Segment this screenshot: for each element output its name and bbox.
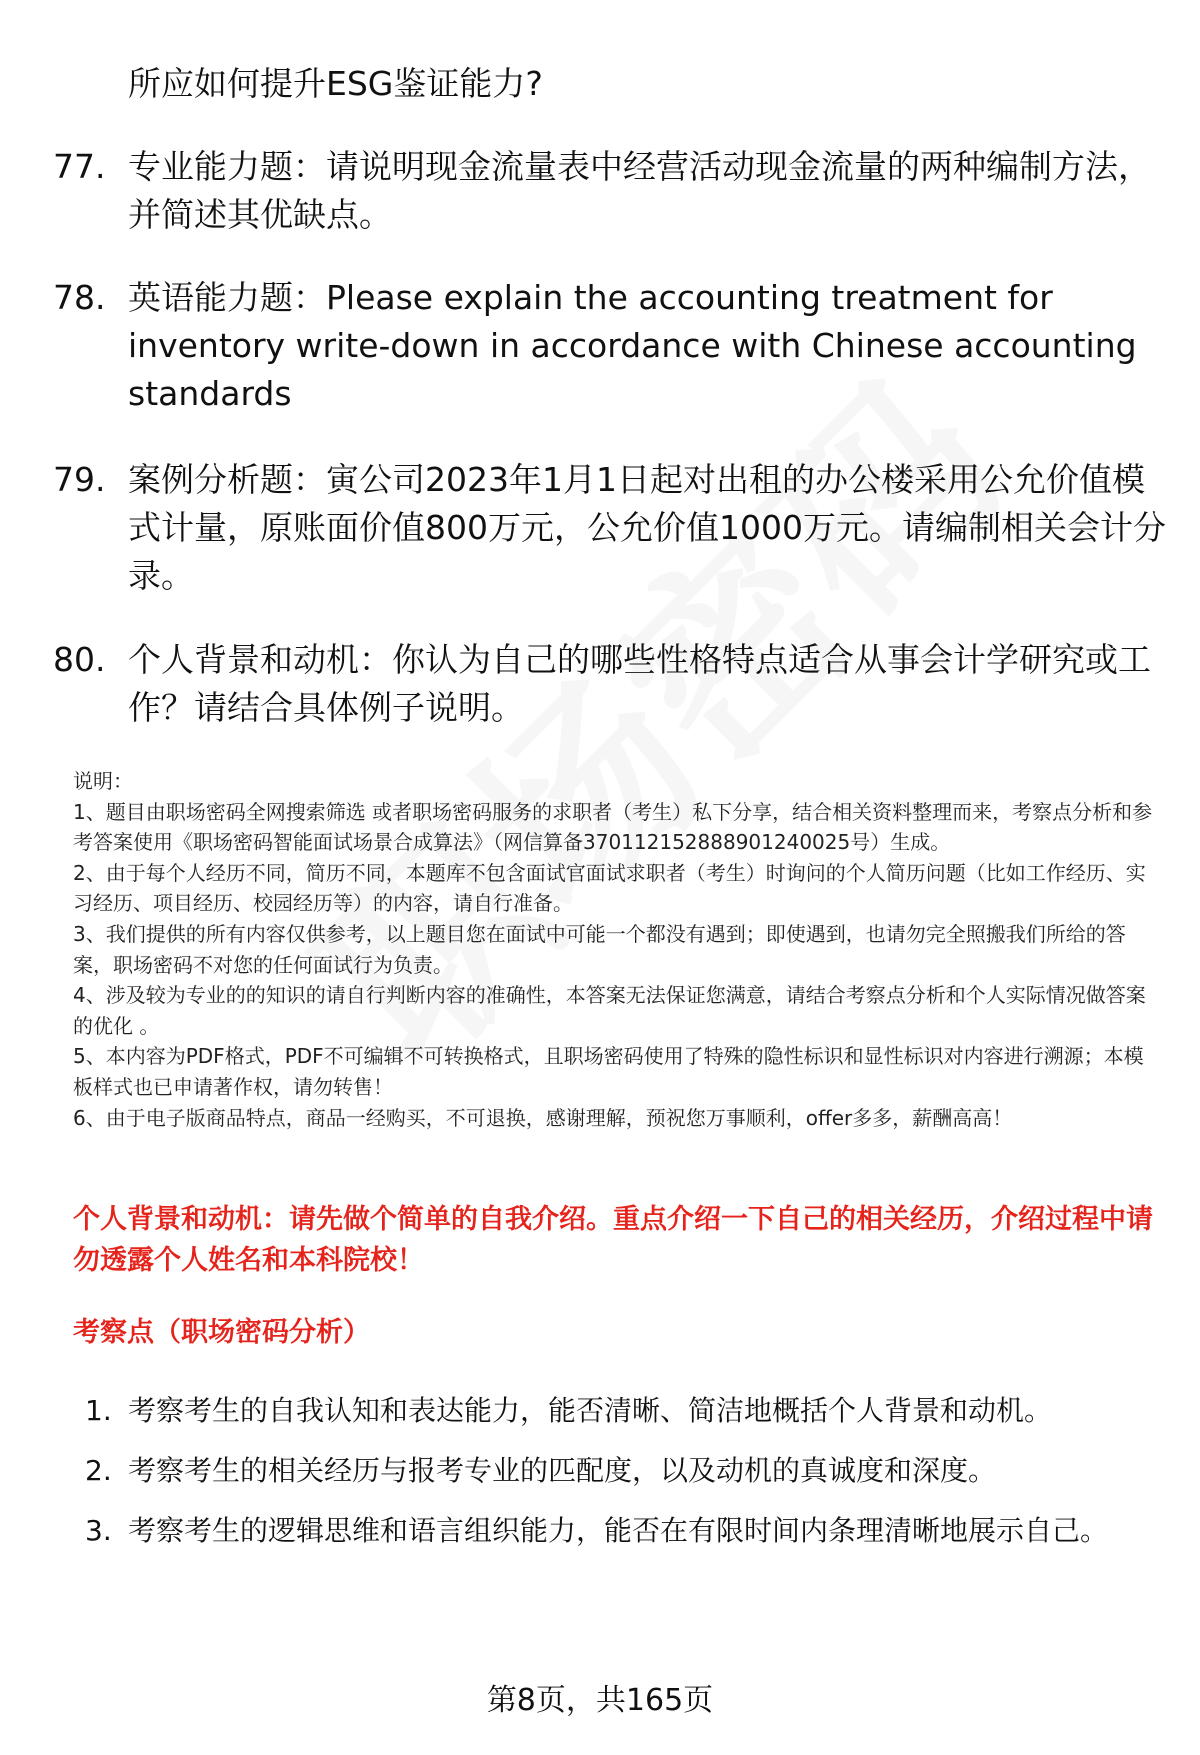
item-text: 考察考生的自我认知和表达能力，能否清晰、简洁地概括个人背景和动机。 xyxy=(128,1394,1053,1427)
analysis-heading: 考察点（职场密码分析） xyxy=(73,1317,370,1348)
note-item: 3、我们提供的所有内容仅供参考，以上题目您在面试中可能一个都没有遇到；即使遇到，也请勿完全照搬我们所给的答案，职场密码不对您的任何面试行为负责。 xyxy=(73,921,1126,977)
question-text: 案例分析题：寅公司2023年1月1日起对出租的办公楼采用公允价值模式计量，原账面价值800万元，公允价值1000万元。请编制相关会计分录。 xyxy=(128,460,1166,595)
question-text: 专业能力题：请说明现金流量表中经营活动现金流量的两种编制方法，并简述其优缺点。 xyxy=(128,147,1151,234)
question-number: 80. xyxy=(53,640,106,679)
page-footer: 第8页，共165页 xyxy=(486,1683,714,1718)
item-text: 考察考生的相关经历与报考专业的匹配度，以及动机的真诚度和深度。 xyxy=(128,1454,997,1487)
question-number: 79. xyxy=(53,460,106,499)
question-text: 个人背景和动机：你认为自己的哪些性格特点适合从事会计学研究或工作？请结合具体例子说明。 xyxy=(128,640,1151,727)
note-item: 6、由于电子版商品特点，商品一经购买，不可退换，感谢理解，预祝您万事顺利，offer多多，薪酬高高！ xyxy=(73,1105,1013,1130)
item-number: 3. xyxy=(85,1514,112,1547)
question-number: 77. xyxy=(53,147,106,186)
item-number: 1. xyxy=(85,1394,112,1427)
note-item: 5、本内容为PDF格式，PDF不可编辑不可转换格式，且职场密码使用了特殊的隐性标识和显性标识对内容进行溯源；本模板样式也已申请著作权，请勿转售！ xyxy=(73,1044,1144,1099)
item-number: 2. xyxy=(85,1454,112,1487)
note-item: 4、涉及较为专业的的知识的请自行判断内容的准确性，本答案无法保证您满意，请结合考察点分析和个人实际情况做答案的优化 。 xyxy=(73,983,1146,1038)
item-text: 考察考生的逻辑思维和语言组织能力，能否在有限时间内条理清晰地展示自己。 xyxy=(128,1514,1109,1547)
question-text: 所应如何提升ESG鉴证能力? xyxy=(128,64,543,103)
note-item: 2、由于每个人经历不同，简历不同，本题库不包含面试官面试求职者（考生）时询问的个人简历问题（比如工作经历、实习经历、项目经历、校园经历等）的内容，请自行准备。 xyxy=(73,860,1146,916)
disclaimer-notes xyxy=(73,766,1163,1133)
note-item: 1、题目由职场密码全网搜索筛选 或者职场密码服务的求职者（考生）私下分享，结合相关资料整理而来，考察点分析和参考答案使用《职场密码智能面试场景合成算法》（网信算备370112152888901240025号）生成。 xyxy=(73,799,1153,855)
question-text: 英语能力题：Please explain the accounting treatment for inventory write-down in accordance with Chinese accounting standards xyxy=(128,278,1137,413)
question-number: 78. xyxy=(53,278,106,317)
highlight-question: 个人背景和动机：请先做个简单的自我介绍。重点介绍一下自己的相关经历，介绍过程中请勿透露个人姓名和本科院校！ xyxy=(73,1204,1153,1276)
notes-title: 说明： xyxy=(73,769,133,793)
